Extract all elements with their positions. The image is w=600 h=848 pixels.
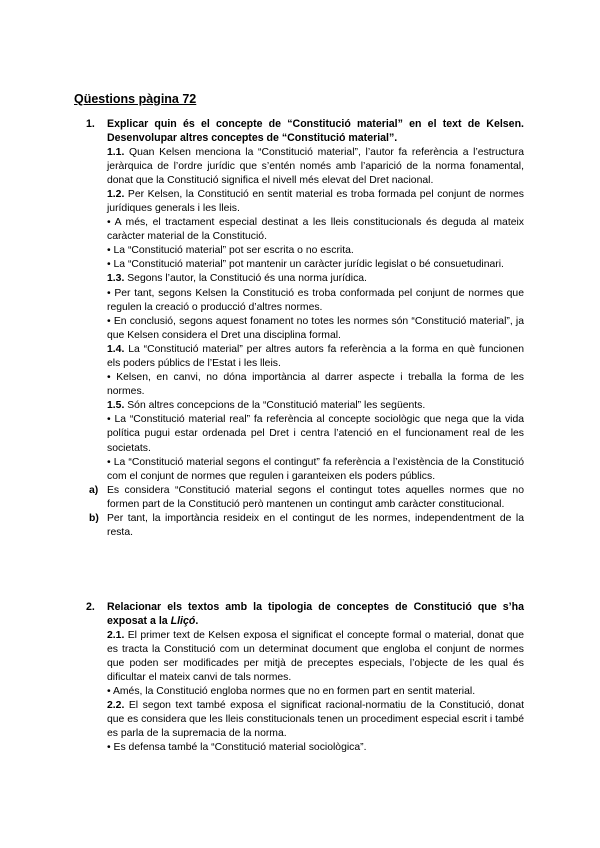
section-number: 1.4. [107, 343, 125, 355]
section-text: Són altres concepcions de la “Constitució material” les següents. [124, 400, 426, 412]
section-text: Per Kelsen, la Constitució en sentit material es troba formada pel conjunt de normes jurídiques generals i les lleis. [107, 188, 524, 214]
question-2 [86, 600, 524, 755]
bullet-item: • Kelsen, en canvi, no dóna importància al darrer aspecte i treballa la forma de les normes. [107, 372, 524, 398]
sub-text: Per tant, la importància resideix en el contingut de les normes, independentment de la resta. [107, 513, 524, 539]
paragraph [107, 699, 524, 741]
question-text: Explicar quin és el concepte de “Constitució material” en el text de Kelsen. Desenvolupar altres conceptes de “Constitució material”. [107, 118, 524, 145]
bullet-item: • La “Constitució material real” fa referència al concepte sociològic que nega que la vida política pugui estar ordenada pel Dret i centra l’atenció en el funcionament real de les societats. [107, 414, 524, 454]
paragraph [107, 272, 524, 286]
section-text: Segons l’autor, la Constitució és una norma jurídica. [124, 273, 367, 285]
section-number: 1.3. [107, 273, 125, 285]
paragraph [107, 146, 524, 188]
question-1 [86, 117, 524, 540]
section-number: 1.5. [107, 400, 125, 412]
section-number: 1.2. [107, 188, 125, 200]
paragraph [107, 399, 524, 413]
answer-body [107, 629, 524, 756]
question-text-part: Relacionar els textos amb la tipologia de conceptes de Constitució que s’ha exposat a la [107, 601, 524, 628]
bullet-item: • Amés, la Constitució engloba normes que no en formen part en sentit material. [107, 685, 476, 697]
question-text [107, 600, 524, 629]
paragraph [107, 188, 524, 216]
section-text: El primer text de Kelsen exposa el significat el concepte formal o material, donat que es tracta la Constitució com un determinat document que engloba el conjunt de normes que poden ser modificades per mitjà de preceptes especials, l’objecte de les qual és dificultar el mateix canvi de tals normes. [107, 629, 524, 683]
bullet-item: • La “Constitució material” pot ser escrita o no escrita. [107, 245, 354, 257]
bullet-item: • Es defensa també la “Constitució material sociològica”. [107, 742, 367, 754]
section-number: 2.2. [107, 700, 125, 712]
question-text-italic: Lliçó [170, 615, 196, 628]
paragraph [107, 343, 524, 371]
section-text: La “Constitució material” per altres autors fa referència a la forma en què funcionen els poders públics de l’Estat i les lleis. [107, 343, 524, 369]
bullet-item: • La “Constitució material segons el contingut” fa referència a l’existència de la Constitució com el conjunt de normes que regulen i garanteixen els poders públics. [107, 456, 524, 482]
section-number: 1.1. [107, 146, 125, 158]
sub-label: a) [89, 484, 99, 496]
question-number: 1. [86, 118, 95, 130]
question-text-end: . [195, 615, 199, 628]
sub-label: b) [89, 513, 99, 525]
page-title: Qüestions pàgina 72 [74, 92, 197, 106]
sub-item-a [89, 484, 524, 512]
section-text: El segon text també exposa el significat racional-normatiu de la Constitució, donat que es considera que les lleis constitucionals tenen un procediment especial escrit i també es parla de la supremacia de la norma. [107, 700, 524, 740]
sub-text: Es considera “Constitució material segons el contingut totes aquelles normes que no formen part de la Constitució però mantenen un contingut amb caràcter constitucional. [107, 484, 524, 510]
bullet-item: • A més, el tractament especial destinat a les lleis constitucionals és deguda al mateix caràcter material de la Constitució. [107, 217, 524, 243]
section-number: 2.1. [107, 629, 125, 641]
question-number: 2. [86, 601, 95, 613]
bullet-item: • En conclusió, segons aquest fonament no totes les normes són “Constitució material”, ja que Kelsen considera el Dret una disciplina formal. [107, 315, 524, 341]
bullet-item: • La “Constitució material” pot mantenir un caràcter jurídic legislat o bé consuetudinari. [107, 259, 504, 271]
answer-body [89, 146, 524, 541]
bullet-item: • Per tant, segons Kelsen la Constitució es troba conformada pel conjunt de normes que regulen la creació o producció d’altres normes. [107, 287, 524, 313]
sub-item-b [89, 512, 524, 540]
section-text: Quan Kelsen menciona la “Constitució material”, l’autor fa referència a l’estructura jeràrquica de l’ordre jurídic que s’entén només amb l’aparició de la norma fonamental, donat que la Constitució significa el nivell més elevat del Dret nacional. [107, 146, 524, 186]
paragraph [107, 629, 524, 685]
